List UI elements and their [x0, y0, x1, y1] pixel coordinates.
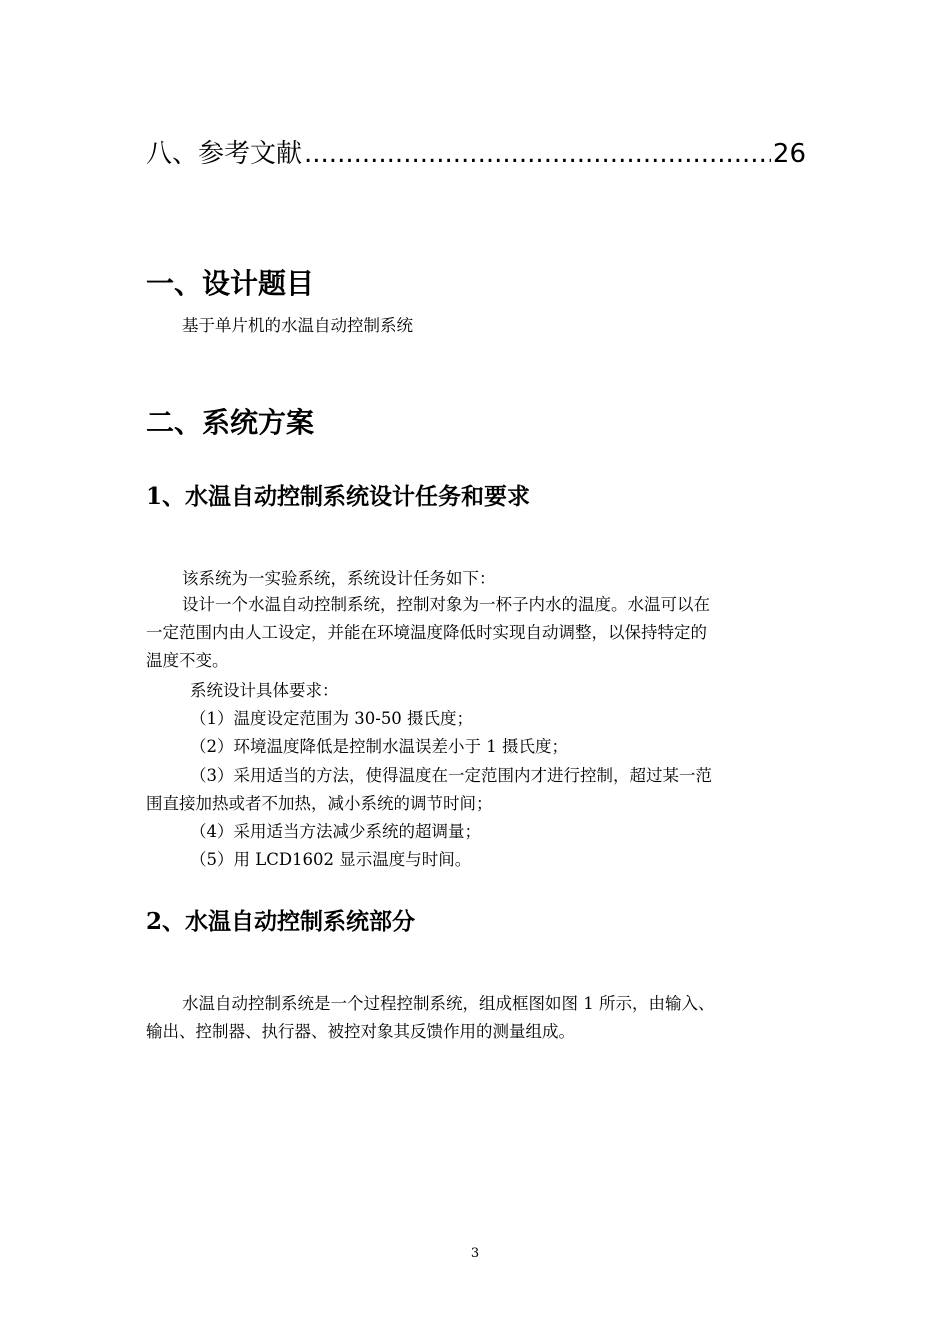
paragraph-line: 一定范围内由人工设定，并能在环境温度降低时实现自动调整，以保持特定的	[146, 623, 707, 642]
subsection-heading-task-requirements: 1、水温自动控制系统设计任务和要求	[146, 483, 531, 510]
requirement-item: （3）采用适当的方法，使得温度在一定范围内才进行控制，超过某一范	[190, 766, 712, 785]
section-heading-design-topic: 一、设计题目	[146, 267, 315, 300]
toc-entry-label: 八、参考文献	[146, 139, 303, 169]
toc-entry-references[interactable]	[146, 133, 806, 173]
requirement-item: （5）用 LCD1602 显示温度与时间。	[190, 850, 472, 869]
paragraph-line: 输出、控制器、执行器、被控对象其反馈作用的测量组成。	[146, 1022, 575, 1041]
section-heading-system-scheme: 二、系统方案	[146, 406, 315, 439]
paragraph-line: 该系统为一实验系统，系统设计任务如下：	[182, 569, 496, 588]
toc-dot-leader	[304, 139, 771, 169]
paragraph-line: 系统设计具体要求：	[190, 681, 339, 700]
requirement-item-continued: 围直接加热或者不加热，减小系统的调节时间；	[146, 794, 493, 813]
toc-entry-page: 26	[772, 139, 806, 169]
requirement-item: （4）采用适当方法减少系统的超调量；	[190, 822, 481, 841]
requirement-item: （2）环境温度降低是控制水温误差小于 1 摄氏度；	[190, 737, 568, 756]
design-topic-text: 基于单片机的水温自动控制系统	[182, 316, 413, 335]
page-number: 3	[470, 1246, 480, 1261]
paragraph-line: 水温自动控制系统是一个过程控制系统，组成框图如图 1 所示，由输入、	[182, 994, 715, 1013]
subsection-heading-system-parts: 2、水温自动控制系统部分	[146, 908, 416, 935]
paragraph-line: 温度不变。	[146, 651, 229, 670]
paragraph-line: 设计一个水温自动控制系统，控制对象为一杯子内水的温度。水温可以在	[182, 595, 710, 614]
requirement-item: （1）温度设定范围为 30-50 摄氏度；	[190, 709, 474, 728]
